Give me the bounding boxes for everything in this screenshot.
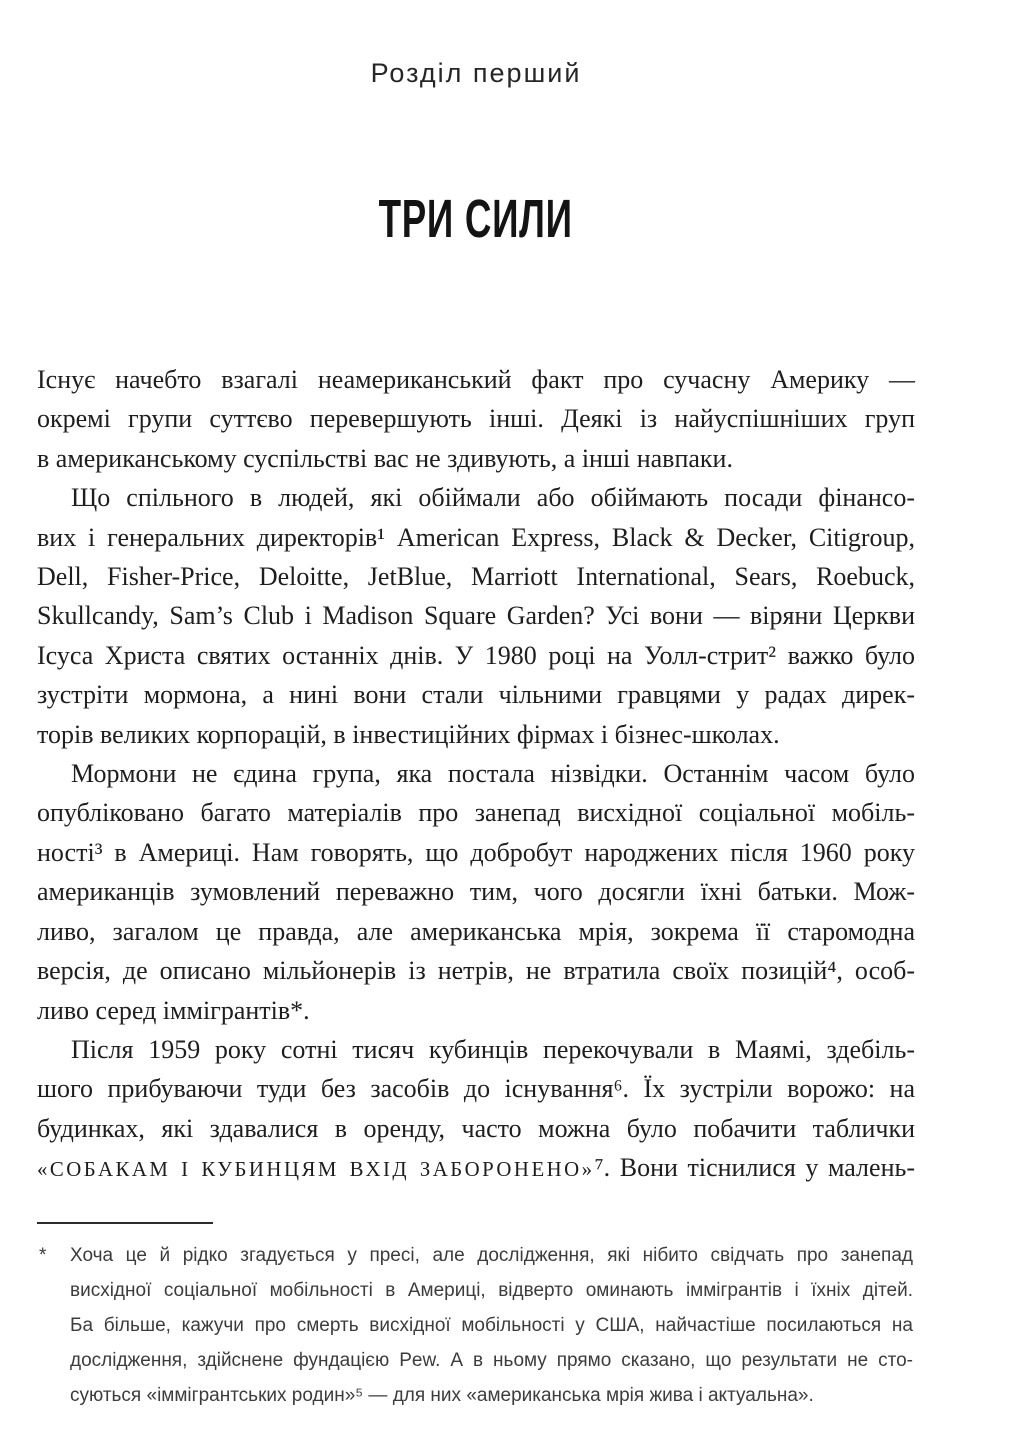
- smallcaps-text: «СОБАКАМ І КУБИНЦЯМ ВХІД ЗАБОРОНЕНО»: [37, 1158, 595, 1182]
- body-text: [37, 360, 915, 1190]
- chapter-label: Розділ перший: [370, 58, 582, 88]
- text-line: в американському суспільстві вас не здивують, а інші навпаки.: [37, 443, 733, 473]
- text-line: версія, де описано мільйонерів із нетрів, не втратила своїх позицій⁴, особ-: [37, 956, 915, 986]
- chapter-title: [37, 188, 915, 250]
- text-line: ності³ в Америці. Нам говорять, що добробут народжених після 1960 року: [37, 837, 915, 867]
- text-line: окремі групи суттєво перевершують інші. Деякі із найуспішніших груп: [37, 404, 915, 434]
- chapter-title-text: ТРИ СИЛИ: [378, 189, 574, 249]
- text-line: торів великих корпорацій, в інвестиційних фірмах і бізнес-школах.: [37, 719, 780, 749]
- text-line: американців зумовлений переважно тим, чого досягли їхні батьки. Мож-: [37, 877, 915, 907]
- text-line: Мормони не єдина група, яка постала нізвідки. Останнім часом було: [71, 759, 915, 789]
- text-line: висхідної соціальної мобільності в Америці, відверто оминають іммігрантів і їхніх дітей.: [70, 1280, 913, 1301]
- text-line: Після 1959 року сотні тисяч кубинців перекочували в Маямі, здебіль-: [71, 1034, 915, 1064]
- text-line: опубліковано багато матеріалів про занепад висхідної соціальної мобіль-: [37, 798, 915, 828]
- text-line: [37, 1148, 915, 1189]
- text-line: Ісуса Христа святих останніх днів. У 1980 році на Уолл-стрит² важко було: [37, 640, 915, 670]
- text-line: Хоча це й рідко згадується у пресі, але дослідження, які нібито свідчать про занепад: [70, 1245, 913, 1266]
- text-segment: ⁷. Вони тіснилися у малень-: [594, 1153, 915, 1183]
- text-line: ливо, загалом це правда, але американська мрія, зокрема її старомодна: [37, 916, 915, 946]
- text-line: ливо серед іммігрантів*.: [37, 995, 310, 1025]
- footnote-divider: [37, 1222, 213, 1224]
- text-line: суються «іммігрантських родин»⁵ — для них «американська мрія жива і актуальна».: [70, 1385, 814, 1406]
- text-line: вих і генеральних директорів¹ American Express, Black & Decker, Citigroup,: [37, 522, 915, 552]
- text-line: Skullcandy, Sam’s Club і Madison Square Garden? Усі вони — віряни Церкви: [37, 601, 915, 631]
- text-line: зустріти мормона, а нині вони стали чільними гравцями у радах дирек-: [37, 680, 915, 710]
- text-line: Ба більше, кажучи про смерть висхідної мобільності у США, найчастіше посилаються на: [70, 1315, 913, 1336]
- text-line: Що спільного в людей, які обіймали або обіймають посади фінансо-: [71, 483, 915, 513]
- footnote-text: [70, 1238, 913, 1413]
- text-line: будинках, які здавалися в оренду, часто можна було побачити таблички: [37, 1113, 915, 1143]
- text-line: Існує начебто взагалі неамериканський факт про сучасну Америку —: [37, 365, 915, 394]
- text-line: Dell, Fisher-Price, Deloitte, JetBlue, Marriott International, Sears, Roebuck,: [37, 562, 915, 592]
- text-line: шого прибуваючи туди без засобів до існування⁶. Їх зустріли ворожо: на: [37, 1074, 915, 1104]
- text-line: дослідження, здійснене фундацією Pew. А в ньому прямо сказано, що результати не сто-: [70, 1350, 913, 1371]
- footnote: [37, 1238, 913, 1413]
- footnote-marker: *: [39, 1245, 47, 1266]
